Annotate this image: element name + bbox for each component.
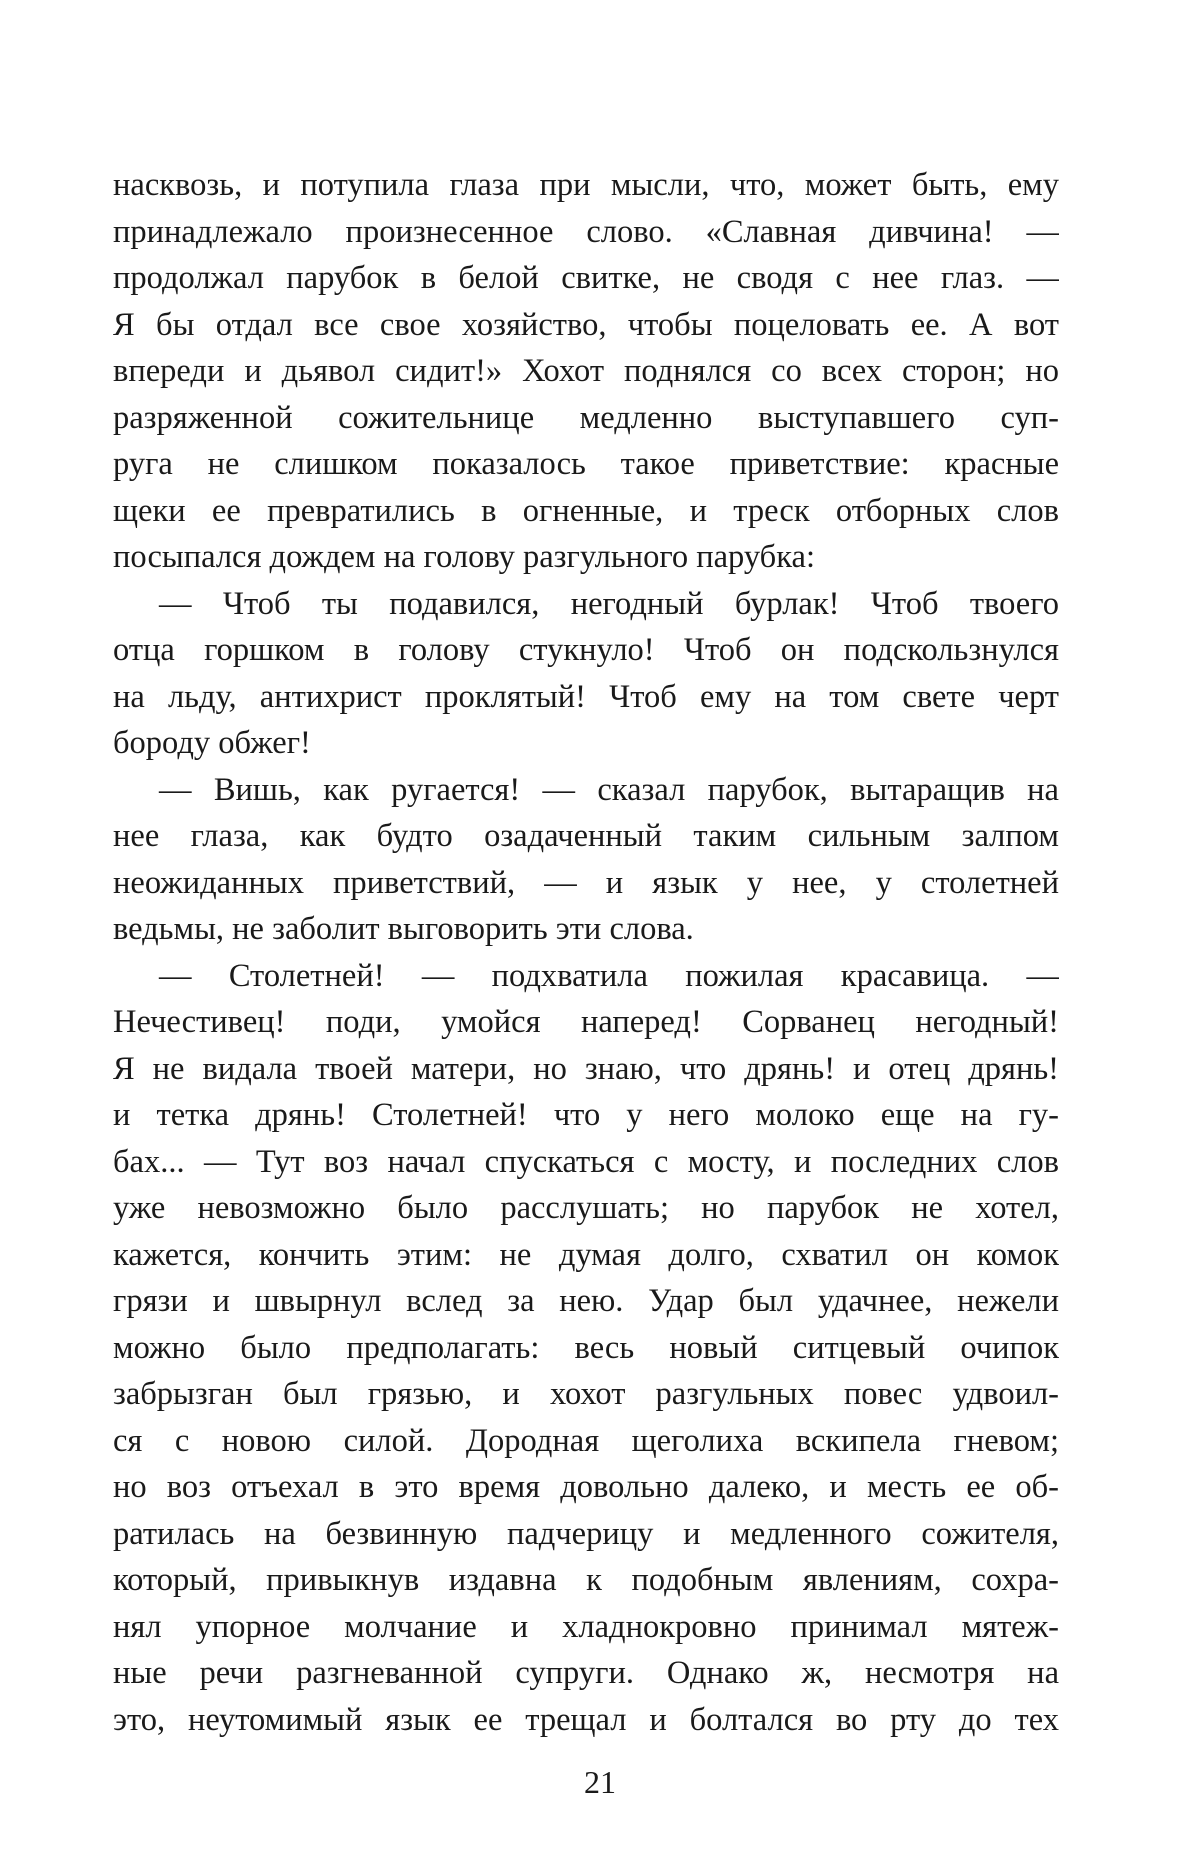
page-number: 21 (584, 1764, 616, 1800)
text-line: разряженной сожительнице медленно выступавшего суп- (113, 399, 1059, 436)
text-line: руга не слишком показалось такое приветствие: красные (113, 446, 1059, 482)
text-line: нял упорное молчание и хладнокровно принимал мятеж- (113, 1608, 1059, 1645)
text-line: продолжал парубок в белой свитке, не сводя с нее глаз. — (113, 260, 1059, 296)
text-line: посыпался дождем на голову разгульного парубка: (113, 539, 815, 575)
text-line: бах... — Тут воз начал спускаться с мосту, и последних слов (113, 1143, 1059, 1180)
text-line: ные речи разгневанной супруги. Однако ж, несмотря на (113, 1655, 1059, 1691)
text-line: ся с новою силой. Дородная щеголиха вскипела гневом; (113, 1422, 1059, 1459)
text-line: нее глаза, как будто озадаченный таким сильным залпом (113, 818, 1059, 854)
text-line: Я не видала твоей матери, но знаю, что дрянь! и отец дрянь! (113, 1050, 1059, 1087)
text-line: можно было предполагать: весь новый ситцевый очипок (113, 1329, 1059, 1366)
text-line: Нечестивец! поди, умойся наперед! Сорванец негодный! (113, 1004, 1059, 1040)
text-line: который, привыкнув издавна к подобным явлениям, сохра- (113, 1562, 1059, 1598)
text-line: это, неутомимый язык ее трещал и болтался во рту до тех (113, 1701, 1059, 1738)
text-line: неожиданных приветствий, — и язык у нее, у столетней (113, 864, 1059, 901)
text-line: но воз отъехал в это время довольно далеко, и месть ее об- (113, 1469, 1059, 1505)
text-line: на льду, антихрист проклятый! Чтоб ему на том свете черт (113, 678, 1059, 715)
text-line: бороду обжег! (113, 725, 311, 761)
text-line: Я бы отдал все свое хозяйство, чтобы поцеловать ее. А вот (113, 306, 1059, 343)
text-line: — Вишь, как ругается! — сказал парубок, вытаращив на (159, 771, 1059, 808)
text-line: ведьмы, не заболит выговорить эти слова. (113, 911, 694, 947)
body-text (113, 162, 1059, 1743)
text-line: кажется, кончить этим: не думая долго, схватил он комок (113, 1236, 1059, 1273)
text-line: отца горшком в голову стукнуло! Чтоб он подскользнулся (113, 632, 1059, 668)
text-line: — Чтоб ты подавился, негодный бурлак! Чтоб твоего (159, 585, 1059, 622)
text-line: насквозь, и потупила глаза при мысли, что, может быть, ему (113, 167, 1059, 203)
text-line: грязи и швырнул вслед за нею. Удар был удачнее, нежели (113, 1283, 1059, 1319)
text-line: щеки ее превратились в огненные, и треск отборных слов (113, 492, 1059, 529)
text-line: забрызган был грязью, и хохот разгульных повес удвоил- (113, 1376, 1059, 1412)
text-line: ратилась на безвинную падчерицу и медленного сожителя, (113, 1515, 1059, 1552)
text-line: и тетка дрянь! Столетней! что у него молоко еще на гу- (113, 1097, 1059, 1133)
text-line: уже невозможно было расслушать; но парубок не хотел, (113, 1190, 1059, 1226)
text-line: — Столетней! — подхватила пожилая красавица. — (159, 957, 1059, 994)
text-line: принадлежало произнесенное слово. «Славная дивчина! — (113, 213, 1059, 250)
text-line: впереди и дьявол сидит!» Хохот поднялся со всех сторон; но (113, 353, 1059, 389)
